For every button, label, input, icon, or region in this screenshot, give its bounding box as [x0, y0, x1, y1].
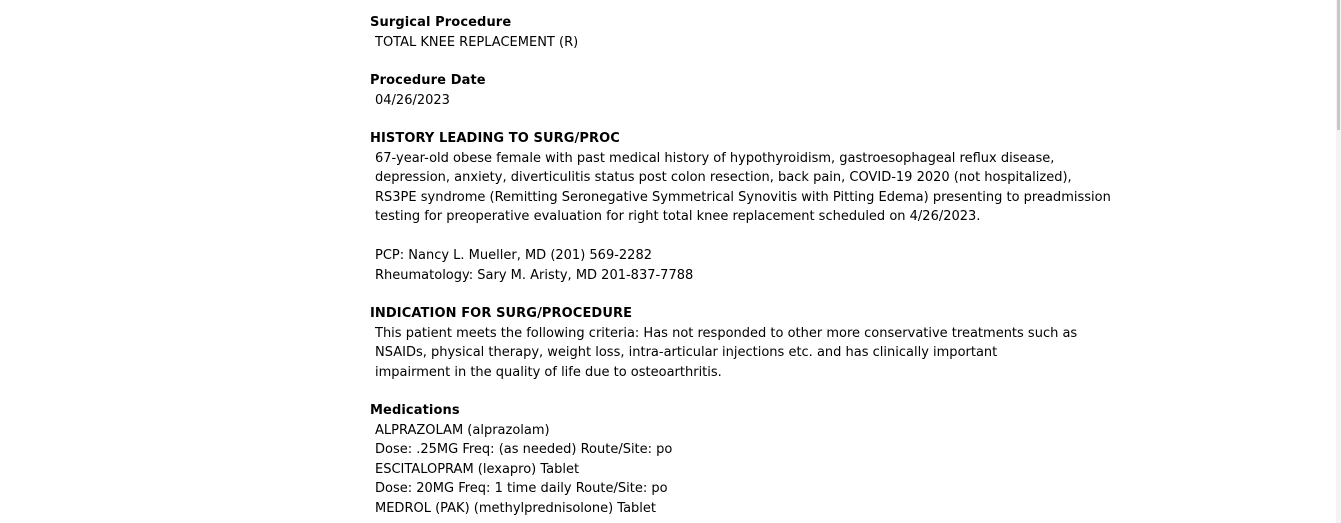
medication-line: ALPRAZOLAM (alprazolam)	[375, 422, 550, 438]
history-heading: HISTORY LEADING TO SURG/PROC	[370, 131, 620, 146]
medication-line: MEDROL (PAK) (methylprednisolone) Tablet	[375, 500, 657, 516]
surgical-procedure-value: TOTAL KNEE REPLACEMENT (R)	[375, 34, 579, 50]
vertical-scrollbar[interactable]	[1336, 0, 1341, 523]
history-line: RS3PE syndrome (Remitting Seronegative Symmetrical Synovitis with Pitting Edema) presenting to preadmission	[375, 189, 1111, 205]
section-procedure-date	[370, 71, 1130, 110]
indication-line: This patient meets the following criteria: Has not responded to other more conservative treatments such as	[375, 325, 1078, 341]
section-medications	[370, 401, 1130, 518]
indication-text	[370, 324, 1130, 383]
medications-list	[370, 421, 1130, 519]
indication-line: impairment in the quality of life due to osteoarthritis.	[375, 364, 722, 380]
paragraph-gap	[375, 227, 1130, 247]
surgical-procedure-heading: Surgical Procedure	[370, 15, 512, 30]
medications-heading: Medications	[370, 403, 460, 418]
procedure-date-heading: Procedure Date	[370, 73, 486, 88]
history-text	[370, 149, 1130, 286]
history-line: 67-year-old obese female with past medical history of hypothyroidism, gastroesophageal reflux disease,	[375, 150, 1055, 166]
section-indication	[370, 304, 1130, 382]
scrollbar-thumb[interactable]	[1337, 0, 1340, 130]
medication-line: Dose: 20MG Freq: 1 time daily Route/Site: po	[375, 481, 668, 496]
medication-line: ESCITALOPRAM (lexapro) Tablet	[375, 461, 580, 477]
indication-line: NSAIDs, physical therapy, weight loss, intra-articular injections etc. and has clinically important	[375, 345, 998, 360]
section-history	[370, 129, 1130, 285]
history-line: depression, anxiety, diverticulitis status post colon resection, back pain, COVID-19 2020 (not hospitalized),	[375, 170, 1072, 185]
pcp-contact: PCP: Nancy L. Mueller, MD (201) 569-2282	[375, 248, 652, 263]
clinical-document	[370, 13, 1130, 523]
medication-line: Dose: .25MG Freq: (as needed) Route/Site: po	[375, 442, 673, 457]
rheumatology-contact: Rheumatology: Sary M. Aristy, MD 201-837-7788	[375, 267, 694, 283]
indication-heading: INDICATION FOR SURG/PROCEDURE	[370, 306, 633, 321]
section-surgical-procedure	[370, 13, 1130, 52]
procedure-date-value: 04/26/2023	[375, 92, 450, 108]
history-line: testing for preoperative evaluation for right total knee replacement scheduled on 4/26/2023.	[375, 209, 981, 224]
